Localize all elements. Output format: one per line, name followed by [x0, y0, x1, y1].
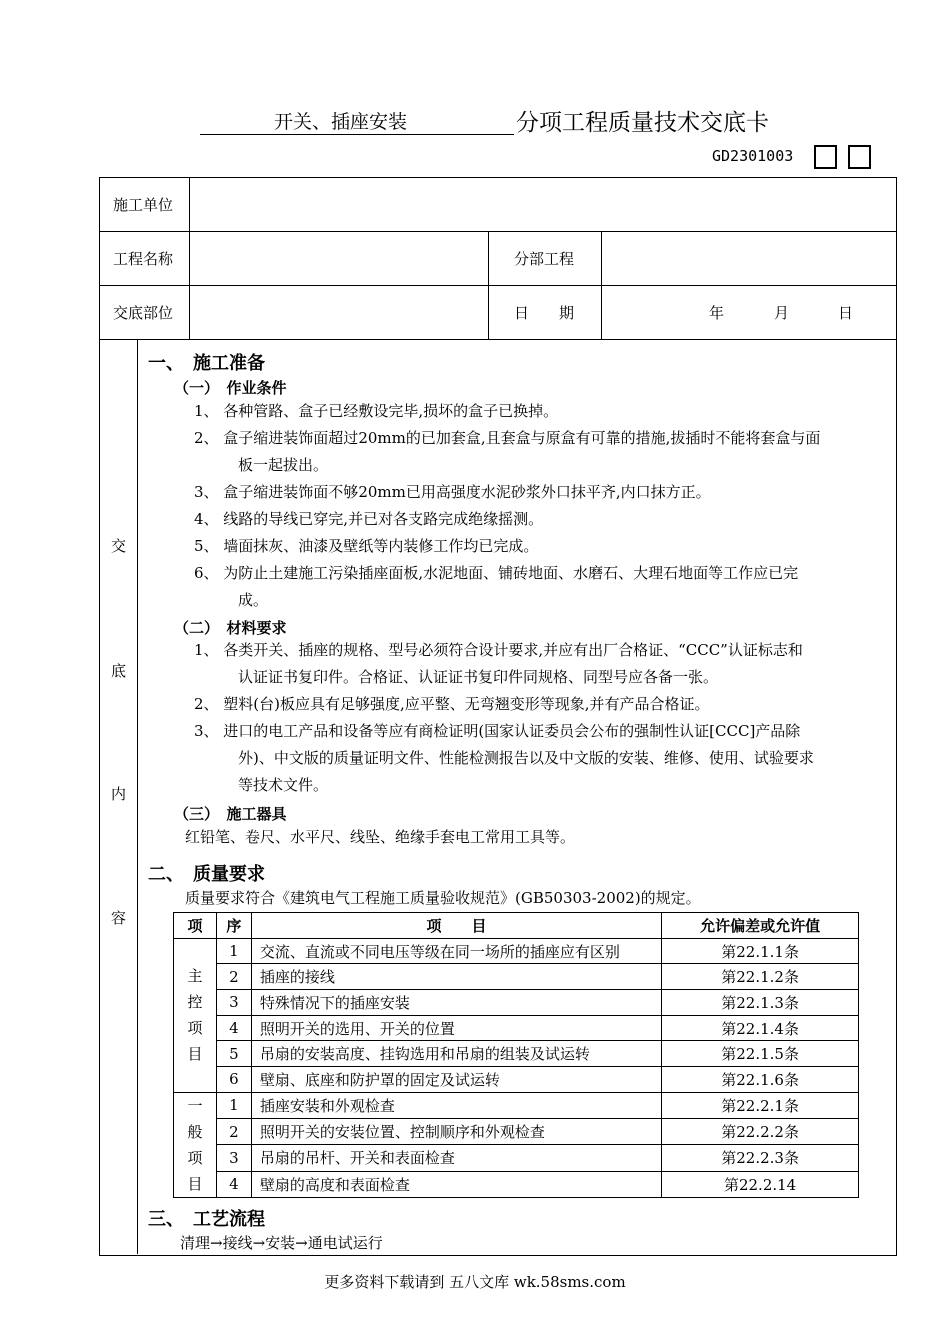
table-header-row — [174, 913, 859, 939]
side-label-char: 交 — [111, 537, 127, 555]
row-divider — [99, 231, 896, 232]
paragraph-line: 红铅笔、卷尺、水平尺、线坠、绝缘手套电工常用工具等。 — [185, 828, 576, 846]
table-row — [174, 938, 859, 964]
table-header-cell: 序 — [216, 913, 251, 939]
row-value: 第22.2.3条 — [662, 1145, 859, 1171]
row-number: 4 — [216, 1015, 251, 1041]
section-3-heading: 三、 工艺流程 — [148, 1209, 265, 1230]
side-label-char: 内 — [111, 785, 127, 803]
subsection-1-2-heading: （二） 材料要求 — [174, 619, 287, 637]
date-year: 年 — [709, 304, 725, 322]
row-value: 第22.2.14 — [662, 1171, 859, 1197]
paragraph-line: 3、 进口的电工产品和设备等应有商检证明(国家认证委员会公布的强制性认证[CCC]产品除 — [194, 722, 801, 740]
row-number: 4 — [216, 1171, 251, 1197]
paragraph-line: 2、 塑料(台)板应具有足够强度,应平整、无弯翘变形等现象,并有产品合格证。 — [194, 695, 710, 713]
project-label: 工程名称 — [113, 250, 174, 268]
col-divider — [189, 177, 190, 339]
row-number: 3 — [216, 1145, 251, 1171]
paragraph-line: 3、 盒子缩进装饰面不够20mm已用高强度水泥砂浆外口抹平齐,内口抹方正。 — [194, 483, 711, 501]
table-header-cell: 项 目 — [251, 913, 661, 939]
row-number: 3 — [216, 990, 251, 1016]
checkbox-1[interactable] — [814, 145, 837, 169]
row-number: 1 — [216, 1092, 251, 1118]
row-number: 6 — [216, 1067, 251, 1093]
footer-text: 更多资料下载请到 五八文库 wk.58sms.com — [324, 1273, 626, 1291]
row-number: 2 — [216, 964, 251, 990]
section-1-heading: 一、 施工准备 — [148, 353, 265, 374]
table-row — [174, 1119, 859, 1145]
page-title: 分项工程质量技术交底卡 — [516, 110, 769, 136]
col-divider — [601, 231, 602, 339]
col-divider — [137, 339, 138, 1254]
row-item: 特殊情况下的插座安装 — [251, 990, 661, 1016]
paragraph-line: 1、 各种管路、盒子已经敷设完毕,损坏的盒子已换掉。 — [194, 402, 559, 420]
row-value: 第22.2.2条 — [662, 1119, 859, 1145]
row-value: 第22.1.2条 — [662, 964, 859, 990]
row-number: 5 — [216, 1041, 251, 1067]
paragraph-line: 2、 盒子缩进装饰面超过20mm的已加套盒,且套盒与原盒有可靠的措施,拔插时不能将套盒与面 — [194, 429, 821, 447]
group-general-cell — [174, 1092, 217, 1197]
row-divider — [99, 285, 896, 286]
row-value: 第22.2.1条 — [662, 1092, 859, 1118]
paragraph-line: 等技术文件。 — [238, 776, 329, 794]
row-value: 第22.1.5条 — [662, 1041, 859, 1067]
group-general-label: 一般项目 — [187, 1096, 203, 1193]
row-item: 照明开关的安装位置、控制顺序和外观检查 — [251, 1119, 661, 1145]
unit-label: 施工单位 — [113, 196, 174, 214]
paragraph-line: 质量要求符合《建筑电气工程施工质量验收规范》(GB50303-2002)的规定。 — [185, 889, 701, 907]
row-item: 交流、直流或不同电压等级在同一场所的插座应有区别 — [251, 938, 661, 964]
paragraph-line: 4、 线路的导线已穿完,并已对各支路完成绝缘摇测。 — [194, 510, 544, 528]
row-divider — [99, 339, 896, 340]
table-row — [174, 1171, 859, 1197]
title-item-name: 开关、插座安装 — [274, 111, 408, 133]
subsection-1-1-heading: （一） 作业条件 — [174, 379, 287, 397]
checkbox-2[interactable] — [848, 145, 871, 169]
paragraph-line: 板一起拔出。 — [238, 456, 329, 474]
subsection-1-3-heading: （三） 施工器具 — [174, 805, 287, 823]
row-item: 壁扇、底座和防护罩的固定及试运转 — [251, 1067, 661, 1093]
section-2-heading: 二、 质量要求 — [148, 864, 265, 885]
date-label: 日 期 — [514, 304, 575, 322]
quality-table — [173, 912, 859, 1198]
row-item: 插座的接线 — [251, 964, 661, 990]
row-item: 吊扇的吊杆、开关和表面检查 — [251, 1145, 661, 1171]
table-row — [174, 1015, 859, 1041]
side-label-char: 容 — [111, 909, 127, 927]
document-code: GD2301003 — [712, 147, 794, 165]
row-item: 插座安装和外观检查 — [251, 1092, 661, 1118]
paragraph-line: 5、 墙面抹灰、油漆及壁纸等内装修工作均已完成。 — [194, 537, 539, 555]
table-header-cell: 允许偏差或允许值 — [662, 913, 859, 939]
table-row — [174, 990, 859, 1016]
date-day: 日 — [838, 304, 854, 322]
table-header-cell: 项 — [174, 913, 217, 939]
table-row — [174, 964, 859, 990]
division-label: 分部工程 — [514, 250, 575, 268]
table-row — [174, 1067, 859, 1093]
row-value: 第22.1.4条 — [662, 1015, 859, 1041]
paragraph-line: 1、 各类开关、插座的规格、型号必须符合设计要求,并应有出厂合格证、“CCC”认证标志和 — [194, 641, 803, 659]
table-row — [174, 1041, 859, 1067]
row-number: 1 — [216, 938, 251, 964]
row-value: 第22.1.1条 — [662, 938, 859, 964]
row-number: 2 — [216, 1119, 251, 1145]
row-item: 壁扇的高度和表面检查 — [251, 1171, 661, 1197]
paragraph-line: 清理→接线→安装→通电试运行 — [180, 1234, 383, 1252]
group-main-label: 主控项目 — [187, 967, 203, 1064]
location-label: 交底部位 — [113, 304, 174, 322]
side-label-char: 底 — [111, 662, 127, 680]
group-main-cell — [174, 938, 217, 1092]
paragraph-line: 6、 为防止土建施工污染插座面板,水泥地面、铺砖地面、水磨石、大理石地面等工作应已完 — [194, 564, 799, 582]
paragraph-line: 外)、中文版的质量证明文件、性能检测报告以及中文版的安装、维修、使用、试验要求 — [238, 749, 814, 767]
col-divider — [488, 231, 489, 339]
row-item: 照明开关的选用、开关的位置 — [251, 1015, 661, 1041]
paragraph-line: 认证证书复印件。合格证、认证证书复印件同规格、同型号应各备一张。 — [238, 668, 719, 686]
row-item: 吊扇的安装高度、挂钩选用和吊扇的组装及试运转 — [251, 1041, 661, 1067]
date-month: 月 — [774, 304, 790, 322]
table-row — [174, 1092, 859, 1118]
table-row — [174, 1145, 859, 1171]
row-value: 第22.1.3条 — [662, 990, 859, 1016]
row-value: 第22.1.6条 — [662, 1067, 859, 1093]
paragraph-line: 成。 — [238, 591, 269, 609]
